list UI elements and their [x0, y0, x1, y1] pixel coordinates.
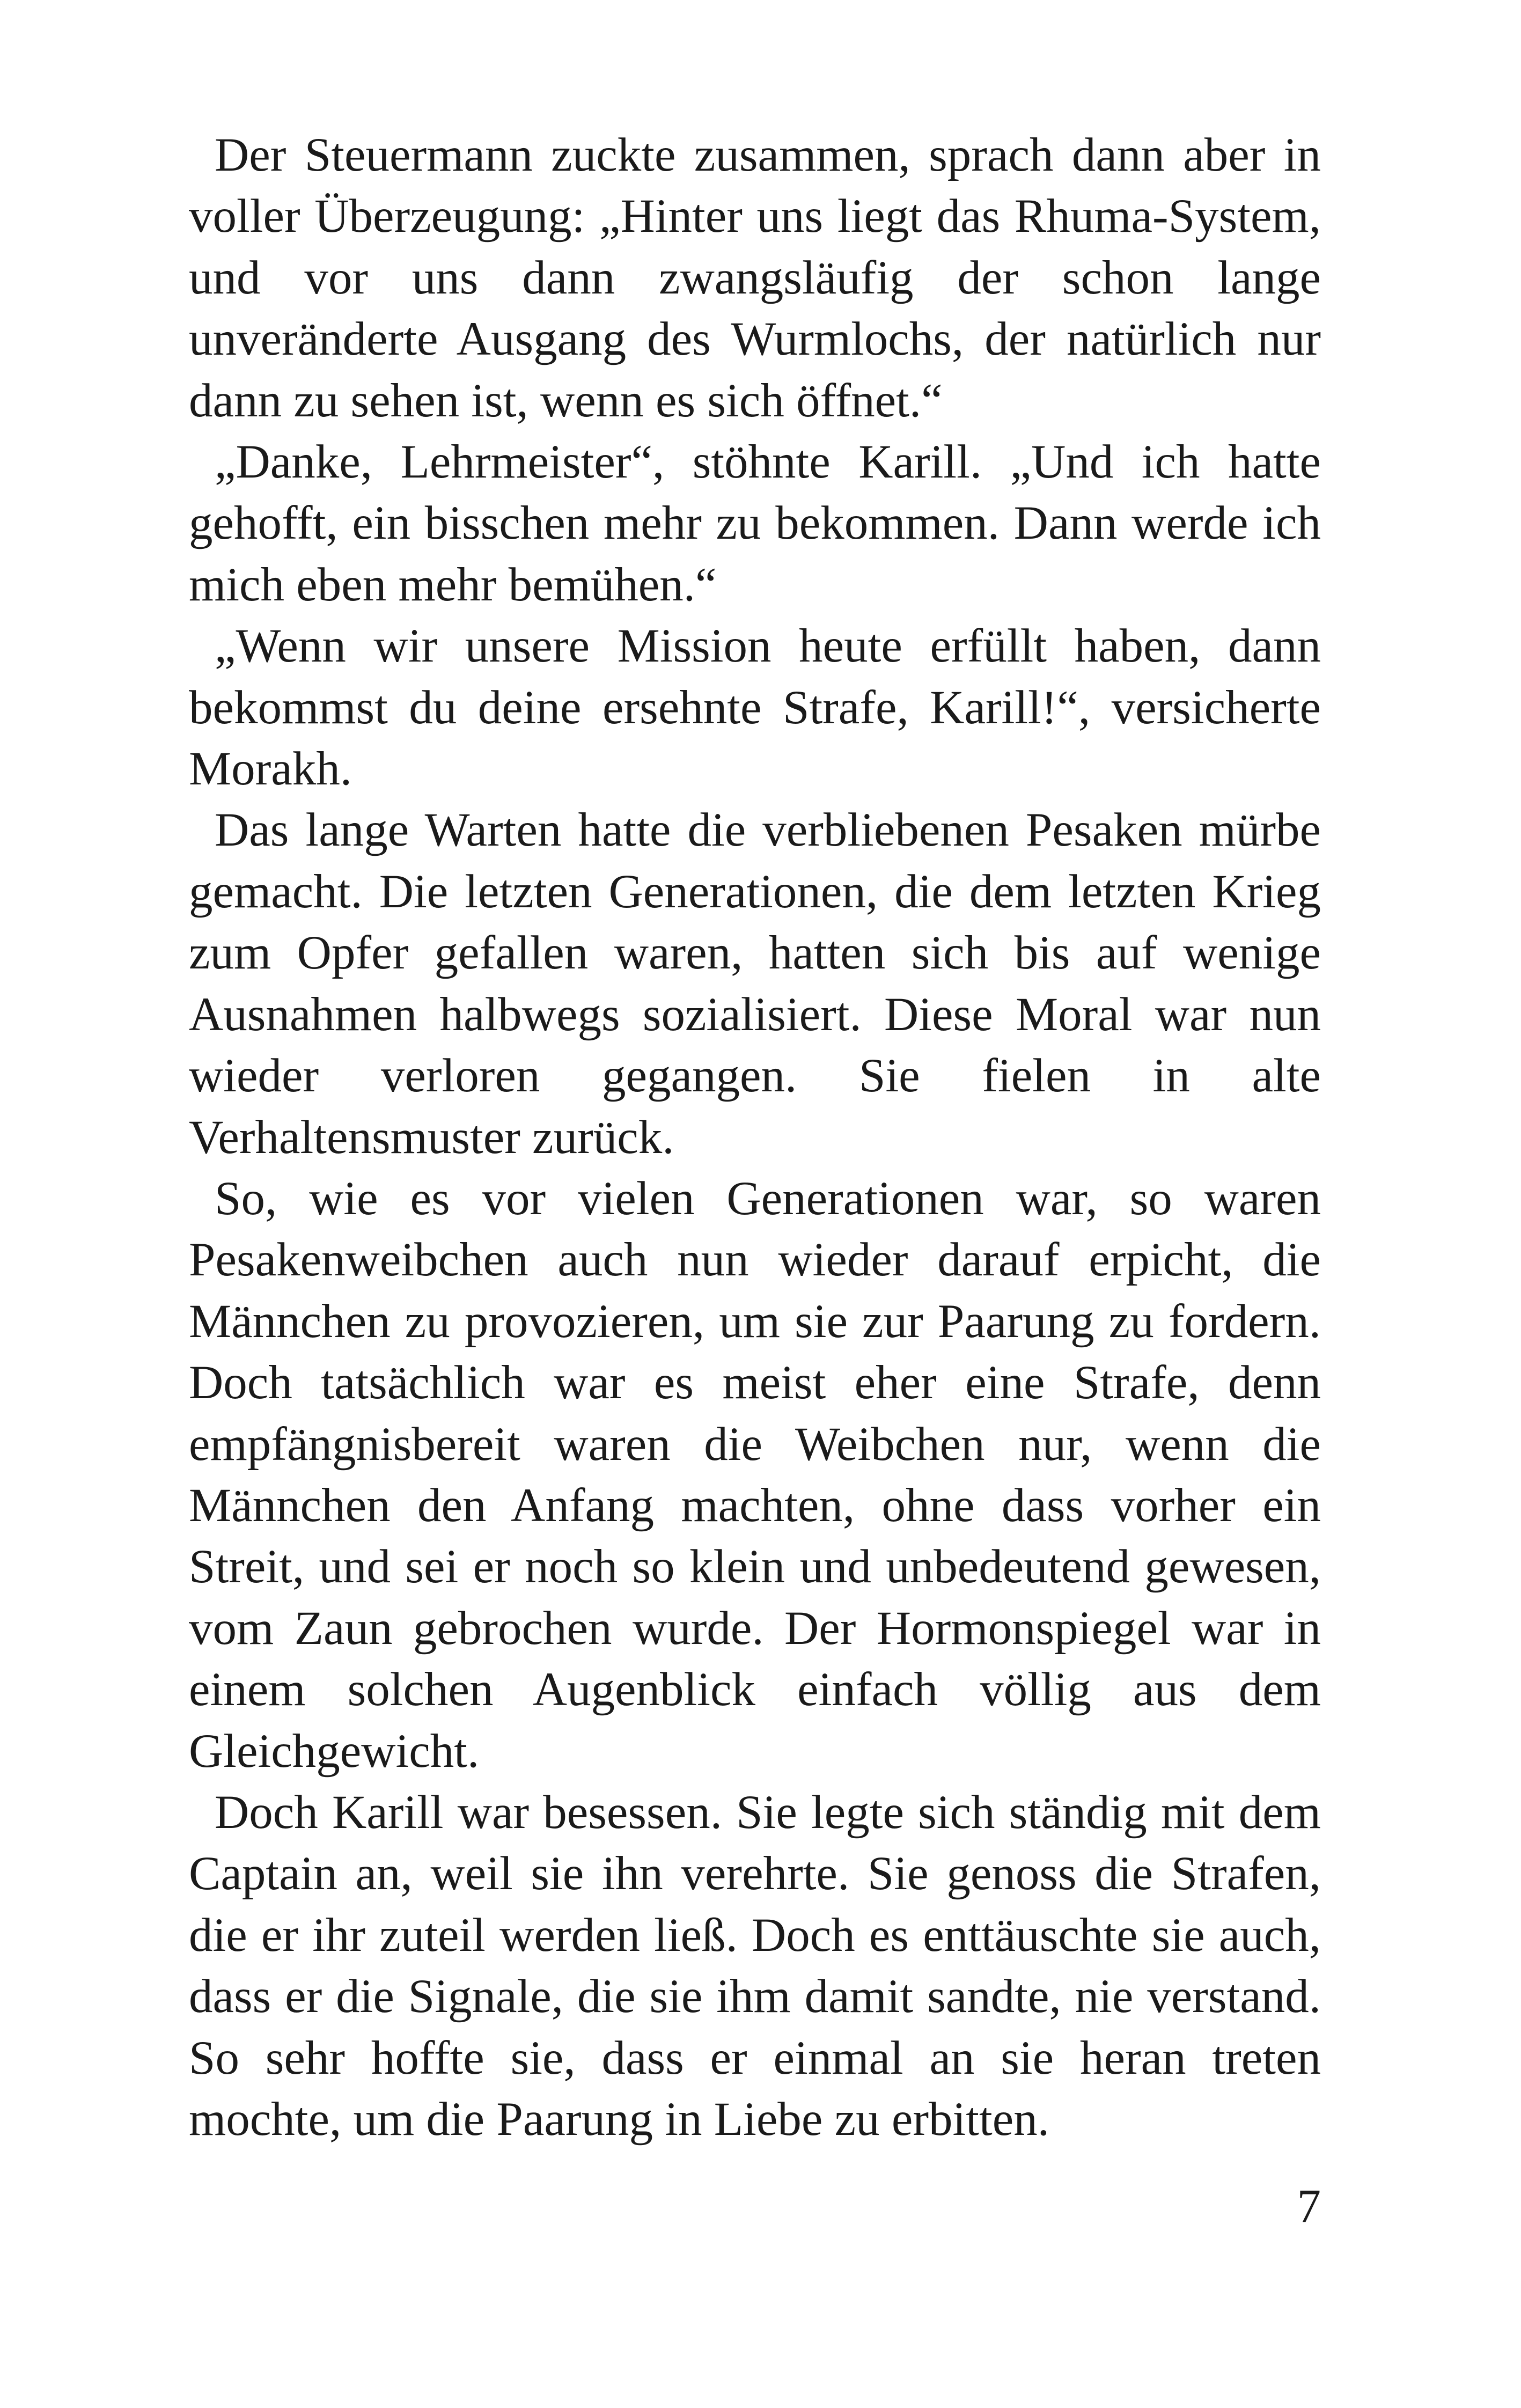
paragraph-4: Das lange Warten hatte die verbliebenen Pesaken mürbe gemacht. Die letzten Generationen, die dem letzten Krieg zum Opfer gefallen waren, hatten sich bis auf wenige Ausnahmen halbwegs sozialisiert. Diese Moral war nun wieder verloren gegangen. Sie fielen in alte Verhaltensmuster zurück.	[189, 804, 1321, 1164]
paragraph-1: Der Steuermann zuckte zusammen, sprach dann aber in voller Überzeugung: „Hinter uns liegt das Rhuma-System, und vor uns dann zwangsläufig der schon lange unveränderte Ausgang des Wurmlochs, der natürlich nur dann zu sehen ist, wenn es sich öffnet.“	[189, 129, 1321, 427]
paragraph-5: So, wie es vor vielen Generationen war, so waren Pesakenweibchen auch nun wieder darauf erpicht, die Männchen zu provozieren, um sie zur Paarung zu fordern. Doch tatsächlich war es meist eher eine Strafe, denn empfängnisbereit waren die Weibchen nur, wenn die Männchen den Anfang machten, ohne dass vorher ein Streit, und sei er noch so klein und unbedeutend gewesen, vom Zaun gebrochen wurde. Der Hormonspiegel war in einem solchen Augenblick einfach völlig aus dem Gleichgewicht.	[189, 1172, 1321, 1778]
body-text	[189, 124, 1321, 2150]
paragraph-6: Doch Karill war besessen. Sie legte sich ständig mit dem Captain an, weil sie ihn verehrte. Sie genoss die Strafen, die er ihr zuteil werden ließ. Doch es enttäuschte sie auch, dass er die Signale, die sie ihm damit sandte, nie verstand. So sehr hoffte sie, dass er einmal an sie heran treten mochte, um die Paarung in Liebe zu erbitten.	[189, 1786, 1321, 2146]
paragraph-2: „Danke, Lehrmeister“, stöhnte Karill. „Und ich hatte gehofft, ein bisschen mehr zu bekommen. Dann werde ich mich eben mehr bemühen.“	[189, 436, 1321, 611]
page-number: 7	[1297, 2180, 1321, 2233]
paragraph-3: „Wenn wir unsere Mission heute erfüllt haben, dann bekommst du deine ersehnte Strafe, Karill!“, versicherte Morakh.	[189, 620, 1321, 796]
